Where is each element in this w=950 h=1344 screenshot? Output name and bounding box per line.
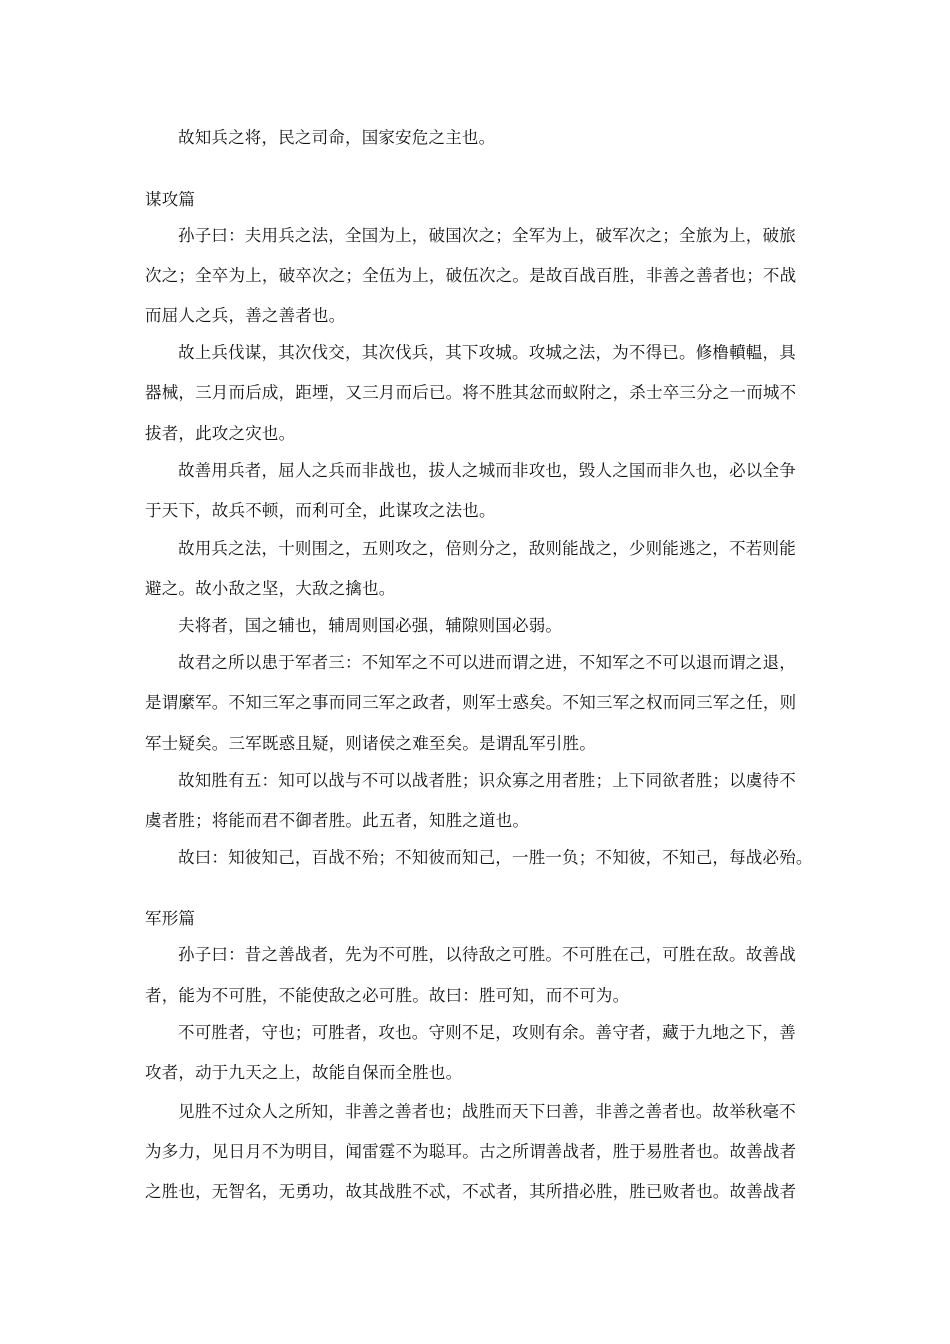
text-line: 见胜不过众人之所知，非善之善者也；战胜而天下曰善，非善之善者也。故举秋毫不: [178, 1102, 796, 1121]
text-line: 故知胜有五：知可以战与不可以战者胜；识众寡之用者胜；上下同欲者胜；以虞待不: [178, 771, 796, 790]
text-line: 故上兵伐谋，其次伐交，其次伐兵，其下攻城。攻城之法，为不得已。修橹轒輼，具: [178, 343, 796, 362]
text-line: 虞者胜；将能而君不御者胜。此五者，知胜之道也。: [145, 811, 530, 830]
text-line: 故善用兵者，屈人之兵而非战也，拔人之城而非攻也，毁人之国而非久也，必以全争: [178, 461, 796, 480]
section-title-junxing: 军形篇: [145, 909, 196, 928]
text-line: 为多力，见日月不为明目，闻雷霆不为聪耳。古之所谓善战者，胜于易胜者也。故善战者: [145, 1142, 797, 1161]
text-line: 故知兵之将，民之司命，国家安危之主也。: [178, 128, 496, 147]
text-line: 次之；全卒为上，破卒次之；全伍为上，破伍次之。是故百战百胜，非善之善者也；不战: [145, 266, 797, 285]
text-line: 者，能为不可胜，不能使敌之必可胜。故曰：胜可知，而不可为。: [145, 986, 630, 1005]
text-line: 孙子曰：夫用兵之法，全国为上，破国次之；全军为上，破军次之；全旅为上，破旅: [178, 226, 796, 245]
text-line: 攻者，动于九天之上，故能自保而全胜也。: [145, 1063, 463, 1082]
text-line: 于天下，故兵不顿，而利可全，此谋攻之法也。: [145, 501, 496, 520]
text-line: 军士疑矣。三军既惑且疑，则诸侯之难至矣。是谓乱军引胜。: [145, 734, 596, 753]
text-line: 器械，三月而后成，距堙，又三月而后已。将不胜其忿而蚁附之，杀士卒三分之一而城不: [145, 383, 797, 402]
text-line: 故用兵之法，十则围之，五则攻之，倍则分之，敌则能战之，少则能逃之，不若则能: [178, 539, 796, 558]
section-title-mougong: 谋攻篇: [145, 190, 196, 209]
text-line: 拔者，此攻之灾也。: [145, 424, 296, 443]
text-line: 不可胜者，守也；可胜者，攻也。守则不足，攻则有余。善守者，藏于九地之下，善: [178, 1023, 796, 1042]
text-line: 避之。故小敌之坚，大敌之擒也。: [145, 579, 396, 598]
text-line: 故曰：知彼知己，百战不殆；不知彼而知己，一胜一负；不知彼，不知己，每战必殆。: [178, 848, 813, 867]
text-line: 之胜也，无智名，无勇功，故其战胜不忒，不忒者，其所措必胜，胜已败者也。故善战者: [145, 1182, 797, 1201]
text-line: 是谓縻军。不知三军之事而同三军之政者，则军士惑矣。不知三军之权而同三军之任，则: [145, 693, 797, 712]
text-line: 而屈人之兵，善之善者也。: [145, 306, 346, 325]
text-line: 故君之所以患于军者三：不知军之不可以进而谓之进，不知军之不可以退而谓之退，: [178, 653, 796, 672]
text-line: 夫将者，国之辅也，辅周则国必强，辅隙则国必弱。: [178, 616, 563, 635]
text-line: 孙子曰：昔之善战者，先为不可胜，以待敌之可胜。不可胜在己，可胜在敌。故善战: [178, 945, 796, 964]
